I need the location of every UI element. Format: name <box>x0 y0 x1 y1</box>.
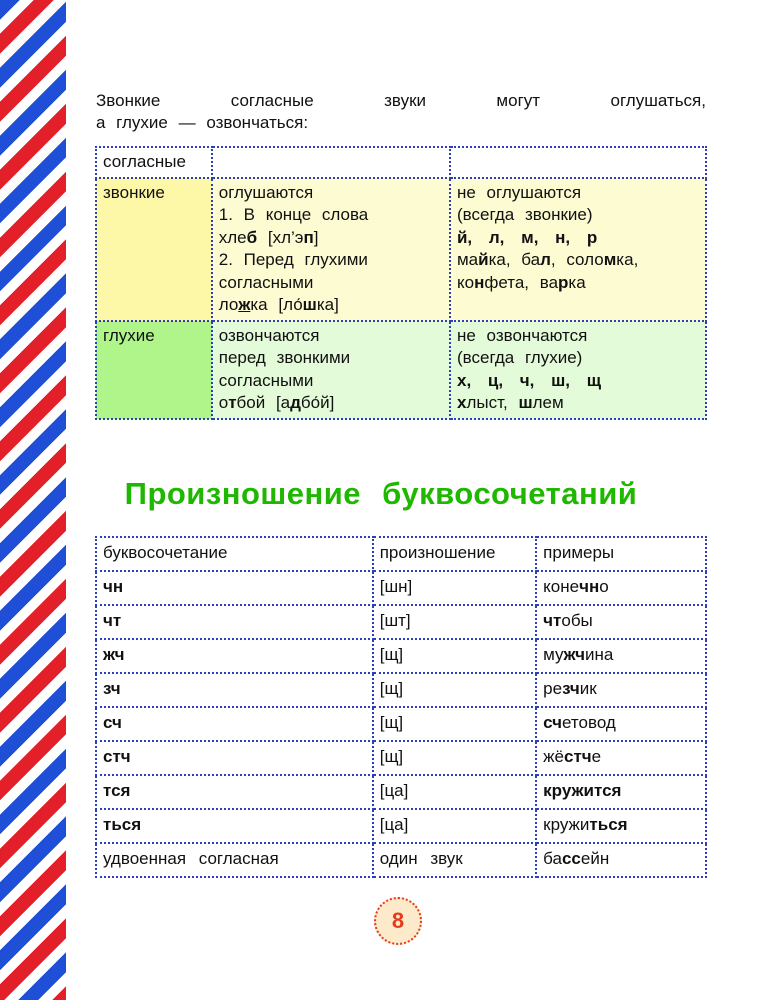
voiced-devoicing-cell <box>212 178 450 321</box>
table-row-voiced <box>96 178 706 321</box>
table-row <box>96 707 706 741</box>
example-cell: бассейн <box>536 843 706 877</box>
column-header: примеры <box>536 537 706 571</box>
table-row <box>96 741 706 775</box>
header-cell <box>212 147 450 178</box>
example-cell: жёстче <box>536 741 706 775</box>
cell-line: согласными <box>218 370 314 390</box>
cell-line: перед звонкими <box>218 348 351 367</box>
combo-cell: сч <box>96 707 373 741</box>
voiceless-voicing-cell <box>212 321 450 419</box>
section-heading: Произношение буквосочетаний <box>124 476 638 511</box>
intro-line-1: Звонкие согласные звуки могут оглушаться, <box>96 91 706 110</box>
pronunciation-cell: [шн] <box>373 571 536 605</box>
voiced-not-devoicing-cell <box>450 178 706 321</box>
table-row <box>96 809 706 843</box>
table-row <box>96 571 706 605</box>
cell-title: озвончаются <box>218 325 320 345</box>
header-cell <box>450 147 706 178</box>
cell-title: оглушаются <box>218 182 314 202</box>
pronunciation-cell: [щ] <box>373 707 536 741</box>
pronunciation-cell: [шт] <box>373 605 536 639</box>
example-cell: резчик <box>536 673 706 707</box>
cell-line: (всегда глухие) <box>456 348 583 367</box>
example-cell: мужчина <box>536 639 706 673</box>
pronunciation-cell: [ца] <box>373 775 536 809</box>
pronunciation-cell: [ца] <box>373 809 536 843</box>
combo-cell: тся <box>96 775 373 809</box>
table-row <box>96 843 706 877</box>
column-header: буквосочетание <box>96 537 373 571</box>
letter-combinations-table <box>95 536 707 878</box>
example-cell: чтобы <box>536 605 706 639</box>
letters-line: х, ц, ч, ш, щ <box>456 370 602 390</box>
example-line: отбой [адбо́й] <box>218 393 335 412</box>
combo-cell: ться <box>96 809 373 843</box>
example-line: хлыст, шлем <box>456 393 564 412</box>
example-cell: кружиться <box>536 809 706 843</box>
intro-line-2: а глухие — озвончаться: <box>96 113 309 132</box>
combo-cell: жч <box>96 639 373 673</box>
pronunciation-cell: [щ] <box>373 741 536 775</box>
table-row <box>96 673 706 707</box>
voiced-label: звонкие <box>96 178 212 321</box>
example-line: ложка [ло́шка] <box>218 295 339 314</box>
consonants-table <box>95 146 707 420</box>
voiceless-not-voicing-cell <box>450 321 706 419</box>
example-cell: конечно <box>536 571 706 605</box>
table-row-voiceless <box>96 321 706 419</box>
example-line: майка, бал, соломка, <box>456 250 639 269</box>
example-line: хлеб [хл’эп] <box>218 227 319 247</box>
cell-line: (всегда звонкие) <box>456 205 593 224</box>
example-cell: кружится <box>536 775 706 809</box>
cell-line: 2. Перед глухими <box>218 250 368 269</box>
cell-line: согласными <box>218 272 314 292</box>
page-number: 8 <box>374 897 422 945</box>
cell-line: 1. В конце слова <box>218 205 369 224</box>
intro-text <box>96 90 706 134</box>
example-line: конфета, варка <box>456 272 586 292</box>
table-header-row <box>96 537 706 571</box>
table-row <box>96 775 706 809</box>
table-row <box>96 639 706 673</box>
table-row <box>96 147 706 178</box>
combo-cell: зч <box>96 673 373 707</box>
table-row <box>96 605 706 639</box>
letters-line: й, л, м, н, р <box>456 227 598 247</box>
combo-cell: стч <box>96 741 373 775</box>
pronunciation-cell: [щ] <box>373 639 536 673</box>
combo-cell: удвоенная согласная <box>96 843 373 877</box>
example-cell: счетовод <box>536 707 706 741</box>
cell-title: не озвончаются <box>456 325 588 345</box>
combo-cell: чн <box>96 571 373 605</box>
voiceless-label: глухие <box>96 321 212 419</box>
header-cell: согласные <box>96 147 212 178</box>
pronunciation-cell: [щ] <box>373 673 536 707</box>
pronunciation-cell: один звук <box>373 843 536 877</box>
cell-title: не оглушаются <box>456 182 582 202</box>
combo-cell: чт <box>96 605 373 639</box>
column-header: произношение <box>373 537 536 571</box>
